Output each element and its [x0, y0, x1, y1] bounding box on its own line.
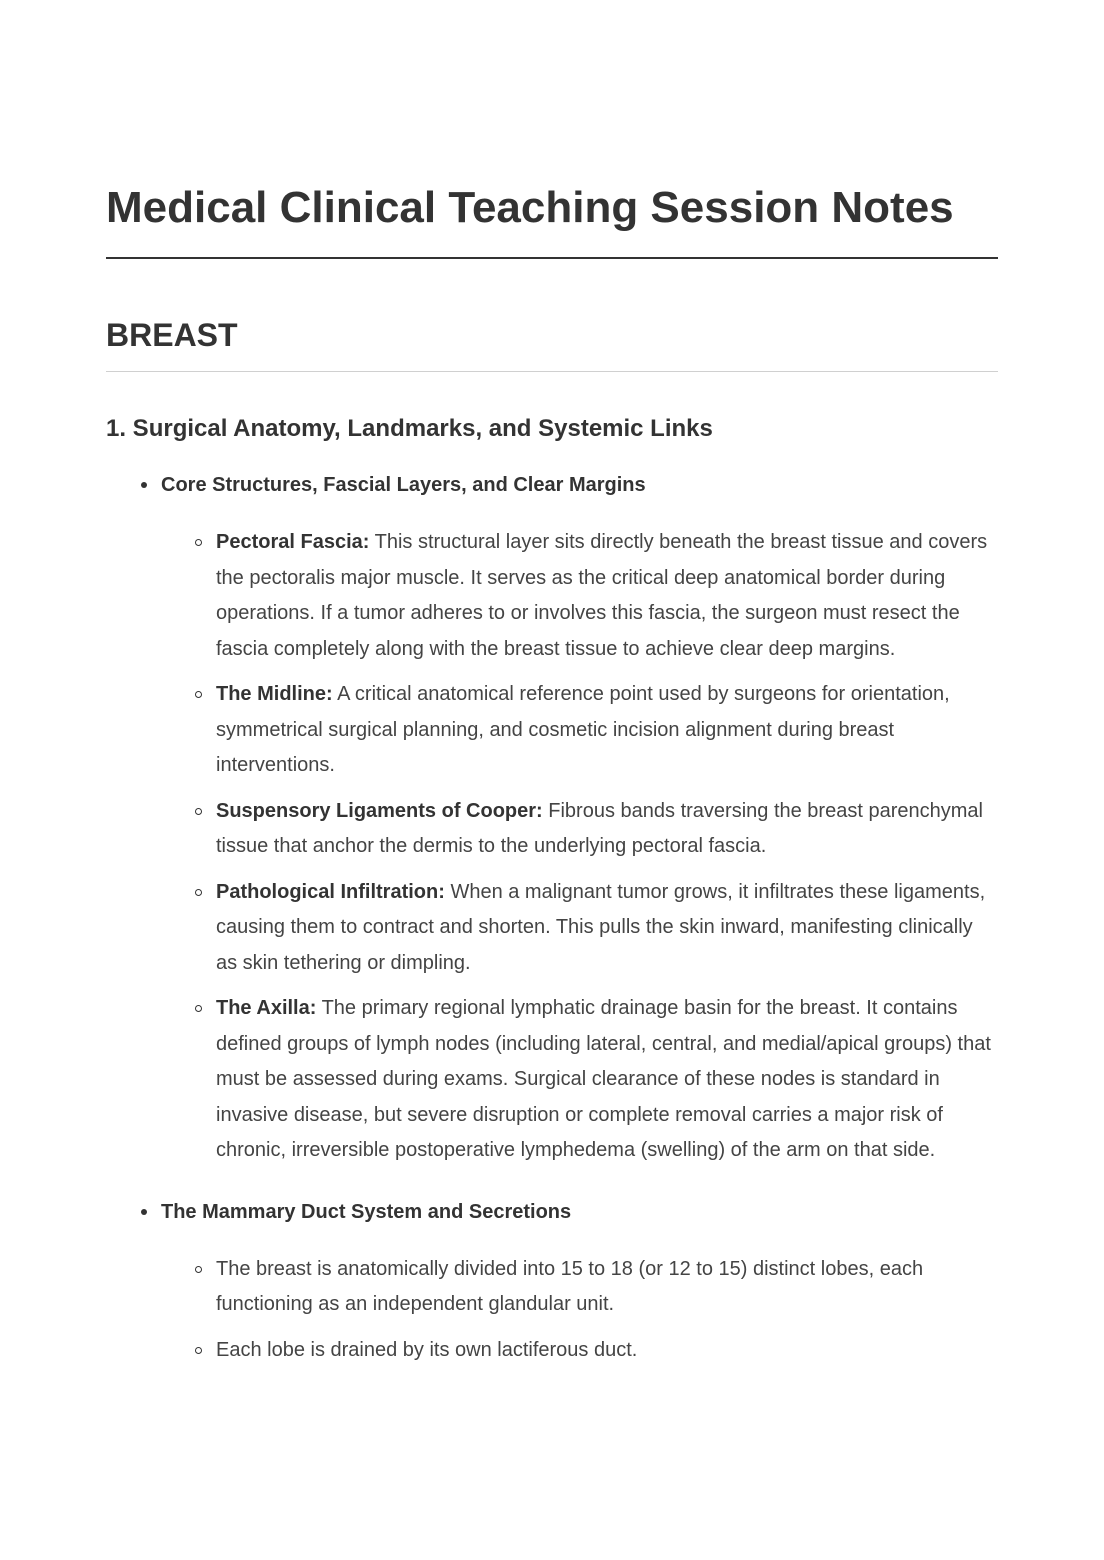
item-text: This structural layer sits directly beneath the breast tissue and covers the pectoralis major muscle. It serves as the critical deep anatomical border during operations. If a tumor adheres to or involves this fascia, the surgeon must resect the fascia completely along with the breast tissue to achieve clear deep margins.	[216, 531, 988, 660]
item-term: Suspensory Ligaments of Cooper:	[216, 799, 543, 822]
bullet-circle-icon	[195, 539, 202, 546]
bullet-circle-icon	[195, 889, 202, 896]
topic-group-label: The Mammary Duct System and Secretions	[161, 1200, 572, 1223]
item-term: Pathological Infiltration:	[216, 880, 445, 903]
topic-group	[161, 1197, 998, 1369]
topic-group	[161, 470, 998, 1169]
section-divider	[106, 371, 998, 372]
subsection-title: 1. Surgical Anatomy, Landmarks, and Systemic Links	[106, 415, 713, 442]
item-text: Each lobe is drained by its own lactiferous duct.	[216, 1338, 638, 1361]
topic-item-list	[161, 525, 998, 1169]
item-text: Fibrous bands traversing the breast parenchymal tissue that anchor the dermis to the underlying pectoral fascia.	[216, 799, 983, 857]
list-item	[216, 875, 998, 982]
section-title: BREAST	[106, 317, 238, 353]
topic-item-list	[161, 1252, 998, 1369]
item-text: A critical anatomical reference point used by surgeons for orientation, symmetrical surgical planning, and cosmetic incision alignment during breast interventions.	[216, 683, 950, 776]
list-item	[216, 525, 998, 667]
bullet-circle-icon	[195, 1266, 202, 1273]
bullet-circle-icon	[195, 1347, 202, 1354]
document-title: Medical Clinical Teaching Session Notes	[106, 183, 954, 232]
item-term: The Midline:	[216, 683, 333, 705]
item-text: The primary regional lymphatic drainage basin for the breast. It contains defined groups of lymph nodes (including lateral, central, and medial/apical groups) that must be assessed during exams. Surgical clearance of these nodes is standard in invasive disease, but severe disruption or complete removal carries a major risk of chronic, irreversible postoperative lymphedema (swelling) of the arm on that side.	[216, 997, 991, 1161]
list-item	[216, 991, 998, 1169]
bullet-disc-icon	[141, 1209, 147, 1215]
bullet-circle-icon	[195, 691, 202, 698]
title-divider	[106, 257, 998, 259]
item-text: When a malignant tumor grows, it infiltrates these ligaments, causing them to contract and shorten. This pulls the skin inward, manifesting clinically as skin tethering or dimpling.	[216, 880, 986, 974]
bullet-circle-icon	[195, 808, 202, 815]
item-term: The Axilla:	[216, 997, 317, 1019]
list-item	[216, 1333, 998, 1369]
list-item	[216, 1252, 998, 1323]
list-item	[216, 677, 998, 784]
topic-list	[106, 470, 998, 1368]
item-term: Pectoral Fascia:	[216, 531, 370, 553]
bullet-circle-icon	[195, 1005, 202, 1012]
topic-group-label: Core Structures, Fascial Layers, and Clear Margins	[161, 474, 646, 496]
item-text: The breast is anatomically divided into 15 to 18 (or 12 to 15) distinct lobes, each functioning as an independent glandular unit.	[216, 1257, 924, 1315]
list-item	[216, 794, 998, 865]
bullet-disc-icon	[141, 482, 147, 488]
